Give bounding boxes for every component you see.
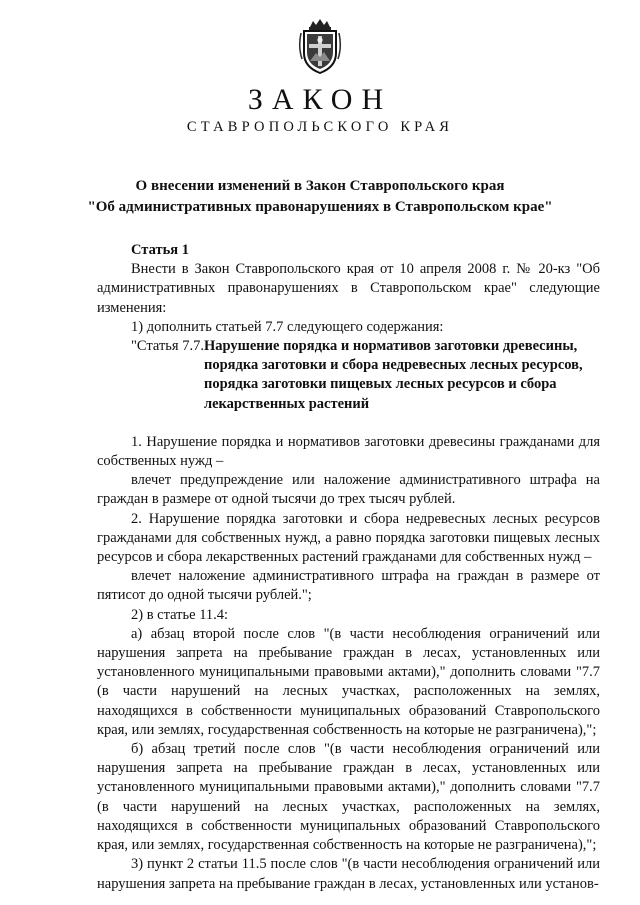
item-1: 1) дополнить статьей 7.7 следующего содержания: (131, 318, 444, 335)
paragraph-2-penalty: влечет наложение административного штрафа на граждан в размере от пятисот до одной тысячи рублей."; (97, 568, 600, 604)
article-label: Статья 1 (131, 242, 189, 258)
document-body (97, 241, 600, 894)
paragraph-1: 1. Нарушение порядка и нормативов заготовки древесины гражданами для собственных нужд – (97, 433, 600, 470)
item-2: 2) в статье 11.4: (131, 606, 229, 623)
new-article-title (131, 337, 600, 414)
item-2b: б) абзац третий после слов "(в части несоблюдения ограничений или нарушения запрета на пребывание граждан в лесах, установленных или установленного муниципальными правовыми актами)," дополнить словами "7.7 (в части нарушений на лесных участках, расположенных на землях, находящихся в собственности муниципальных образований Ставропольского края, или землях, государственная собственность на которые не разграничена),"; (97, 741, 600, 854)
article-intro: Внести в Закон Ставропольского края от 10 апреля 2008 г. № 20-кз "Об административных правонарушениях в Ставропольском крае" следующие изменения: (97, 261, 600, 316)
law-heading-line-2: "Об административных правонарушениях в Ставропольском крае" (87, 199, 553, 215)
law-heading-line-1: О внесении изменений в Закон Ставропольского края (135, 178, 505, 194)
item-2a: а) абзац второй после слов "(в части несоблюдения ограничений или нарушения запрета на пребывание граждан в лесах, установленных или установленного муниципальными правовыми актами)," дополнить словами "7.7 (в части нарушений на лесных участках, расположенных на землях, находящихся в собственности муниципальных образований Ставропольского края, или землях, государственная собственность на которые не разграничена),"; (97, 625, 600, 738)
spacer (97, 414, 600, 433)
new-article-title-text: Нарушение порядка и нормативов заготовки древесины, порядка заготовки и сбора недревесных лесных ресурсов, порядка заготовки пищевых лесных ресурсов и сбора лекарственных растений (203, 338, 583, 412)
document-title: ЗАКОН (247, 83, 393, 116)
new-article-label: "Статья 7.7. (131, 338, 204, 355)
coat-of-arms-emblem (298, 17, 342, 75)
document-subtitle: СТАВРОПОЛЬСКОГО КРАЯ (186, 119, 454, 135)
item-3: 3) пункт 2 статьи 11.5 после слов "(в части несоблюдения ограничений или нарушения запрета на пребывание граждан в лесах, установленных или установ- (97, 856, 600, 892)
paragraph-2: 2. Нарушение порядка заготовки и сбора недревесных лесных ресурсов гражданами для собственных нужд, а равно порядка заготовки пищевых лесных ресурсов и сбора лекарственных растений гражданами для собственных нужд – (97, 510, 600, 566)
paragraph-1-penalty: влечет предупреждение или наложение административного штрафа на граждан в размере от одной тысячи до трех тысяч рублей. (97, 472, 600, 508)
law-heading (60, 176, 580, 218)
